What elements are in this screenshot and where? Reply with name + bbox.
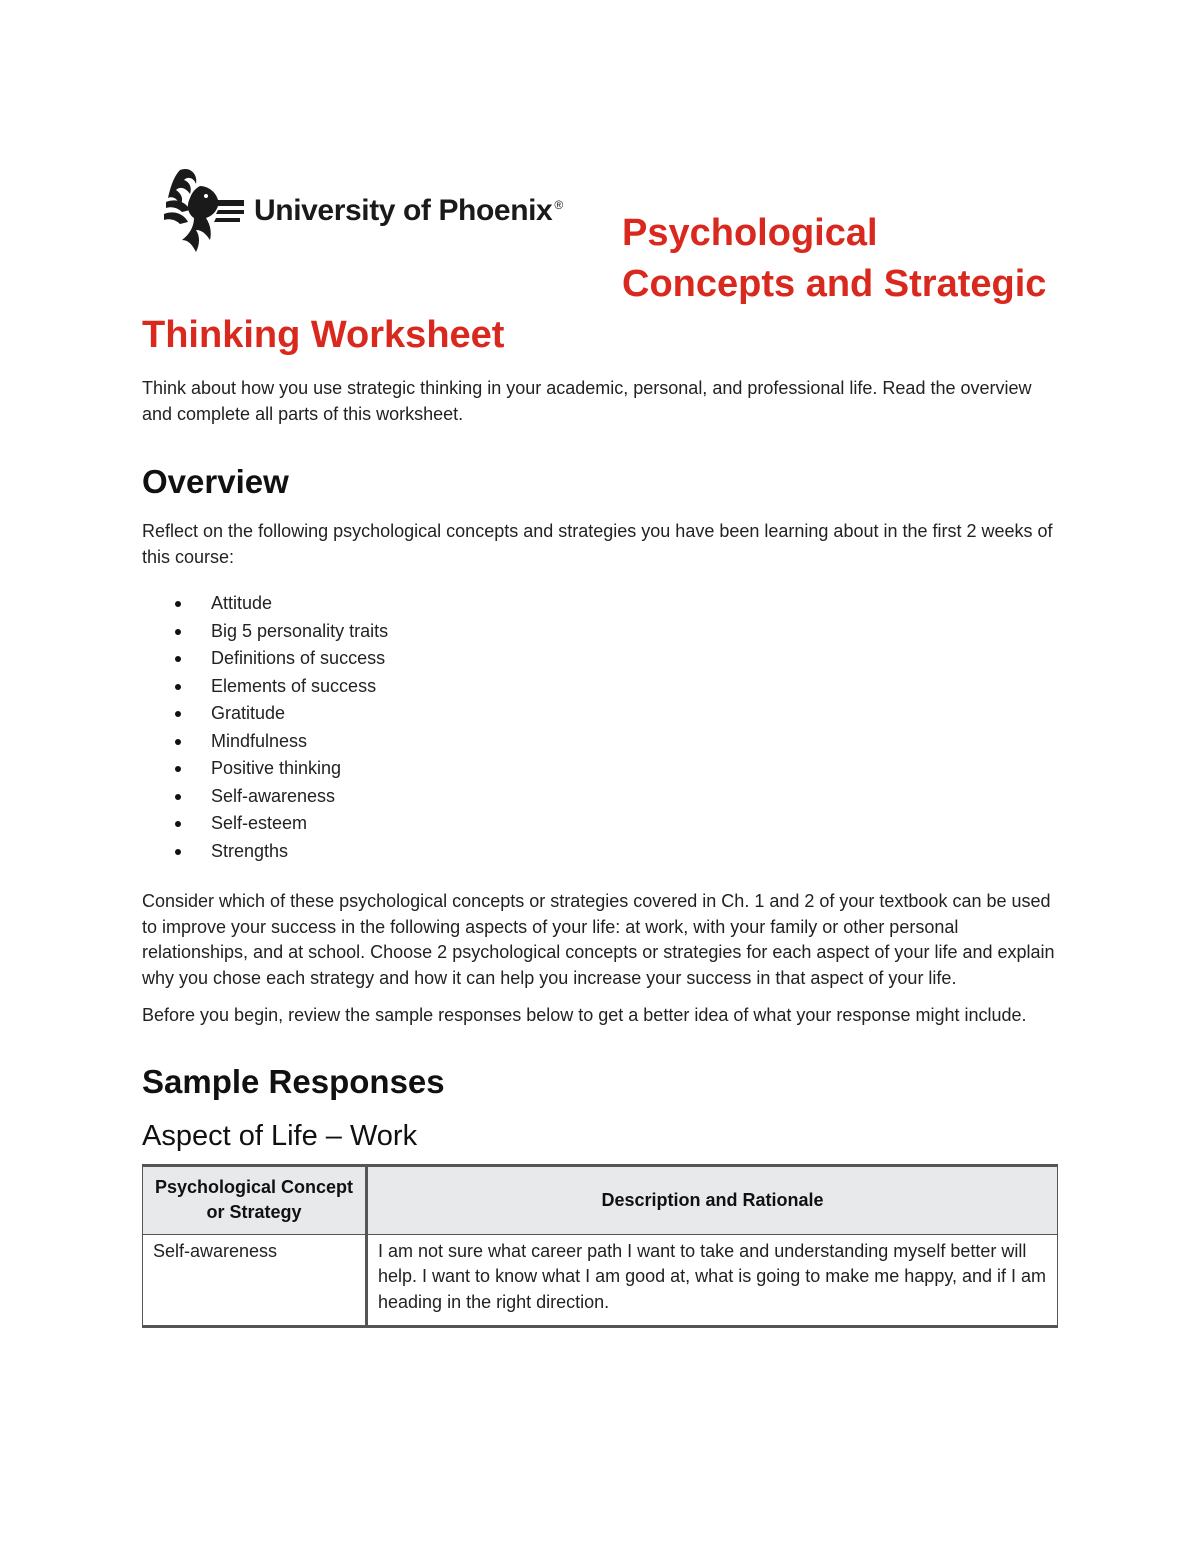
page-title-line-1: Psychological [622, 212, 878, 254]
bullet-icon [175, 849, 181, 855]
overview-lead: Reflect on the following psychological concepts and strategies you have been learning about in the first 2 weeks of this course: [142, 521, 1053, 567]
concept-list [142, 590, 1058, 865]
list-item: Gratitude [142, 700, 1058, 728]
list-item: Strengths [142, 838, 1058, 866]
list-item: Mindfulness [142, 728, 1058, 756]
bullet-icon [175, 766, 181, 772]
column-header-concept: Psychological Concept or Strategy [143, 1165, 367, 1234]
bullet-icon [175, 794, 181, 800]
list-item: Self-esteem [142, 810, 1058, 838]
worksheet-content [142, 376, 1058, 1328]
list-item: Positive thinking [142, 755, 1058, 783]
column-header-description: Description and Rationale [367, 1165, 1058, 1234]
bullet-icon [175, 629, 181, 635]
overview-heading: Overview [142, 463, 289, 500]
page-title-line-2: Concepts and Strategic [622, 263, 1047, 305]
concept-cell: Self-awareness [143, 1234, 367, 1327]
sample-response-table [142, 1164, 1058, 1329]
list-item: Definitions of success [142, 645, 1058, 673]
list-item: Big 5 personality traits [142, 618, 1058, 646]
university-logo [160, 164, 590, 260]
instructions-paragraph: Consider which of these psychological concepts or strategies covered in Ch. 1 and 2 of your textbook can be used to improve your success in the following aspects of your life: at work, with your family or other personal relationships, and at school. Choose 2 psychological concepts or strategies for each aspect of your life and explain why you chose each strategy and how it can help you increase your success in that aspect of your life. [142, 891, 1055, 988]
list-item: Self-awareness [142, 783, 1058, 811]
description-cell: I am not sure what career path I want to take and understanding myself better will help. I want to know what I am good at, what is going to make me happy, and if I am heading in the right direction. [367, 1234, 1058, 1327]
review-paragraph: Before you begin, review the sample responses below to get a better idea of what your response might include. [142, 1005, 1027, 1025]
aspect-work-heading: Aspect of Life – Work [142, 1119, 418, 1152]
phoenix-icon [160, 164, 250, 260]
list-item: Attitude [142, 590, 1058, 618]
bullet-icon [175, 821, 181, 827]
logo-wordmark: University of Phoenix ® [254, 194, 563, 227]
bullet-icon [175, 656, 181, 662]
sample-responses-heading: Sample Responses [142, 1062, 445, 1100]
table-row [143, 1234, 1058, 1327]
list-item: Elements of success [142, 673, 1058, 701]
page-title-line-3: Thinking Worksheet [142, 314, 505, 356]
intro-paragraph: Think about how you use strategic thinking in your academic, personal, and professional life. Read the overview and complete all parts of this worksheet. [142, 378, 1032, 424]
bullet-icon [175, 711, 181, 717]
bullet-icon [175, 684, 181, 690]
bullet-icon [175, 739, 181, 745]
table-header-row [143, 1165, 1058, 1234]
bullet-icon [175, 601, 181, 607]
